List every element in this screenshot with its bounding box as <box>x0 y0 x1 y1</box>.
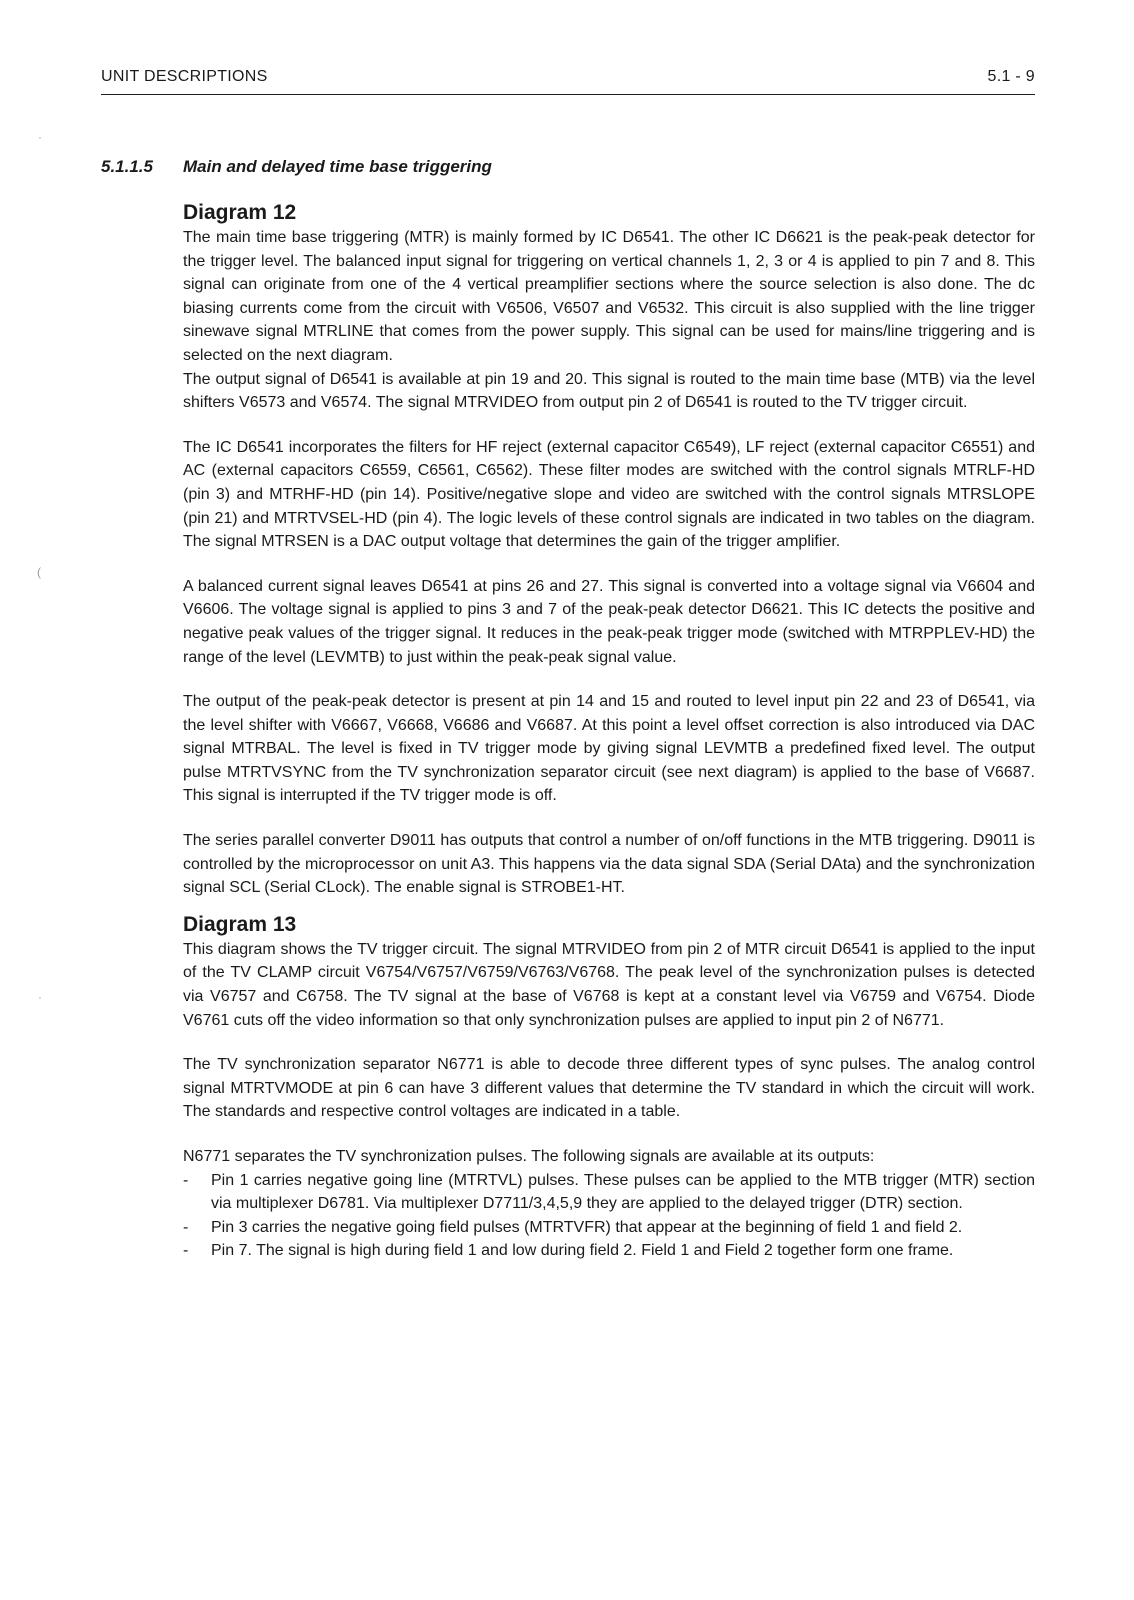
paragraph: The IC D6541 incorporates the filters for HF reject (external capacitor C6549), LF reject (external capacitor C6551) and AC (external capacitors C6559, C6561, C6562). These filter modes are switched with the control signals MTRLF-HD (pin 3) and MTRHF-HD (pin 14). Positive/negative slope and video are switched with the control signals MTRSLOPE (pin 21) and MTRTVSEL-HD (pin 4). The logic levels of these control signals are indicated in two tables on the diagram. The signal MTRSEN is a DAC output voltage that determines the gain of the trigger amplifier. <box>183 438 1035 551</box>
list-bullet: - <box>183 1218 189 1236</box>
header-page-number: 5.1 - 9 <box>987 68 1035 85</box>
list-item-text: Pin 1 carries negative going line (MTRTVL) pulses. These pulses can be applied to the MTB trigger (MTR) section via multiplexer D6781. Via multiplexer D7711/3,4,5,9 they are applied to the delayed trigger (DTR) section. <box>211 1171 1035 1213</box>
output-signal-list <box>183 1169 1035 1263</box>
scan-speck: ( <box>37 565 41 579</box>
list-item <box>183 1239 1035 1263</box>
section-number: 5.1.1.5 <box>101 157 153 176</box>
paragraph: The TV synchronization separator N6771 is able to decode three different types of sync pulses. The analog control signal MTRTVMODE at pin 6 can have 3 different values that determine the TV standard in which the circuit will work. The standards and respective control voltages are indicated in a table. <box>183 1056 1035 1121</box>
paragraph: N6771 separates the TV synchronization pulses. The following signals are available at its outputs: <box>183 1148 875 1165</box>
list-item <box>183 1169 1035 1216</box>
diagram-12-heading: Diagram 12 <box>183 201 297 224</box>
paragraph: This diagram shows the TV trigger circuit. The signal MTRVIDEO from pin 2 of MTR circuit D6541 is applied to the input of the TV CLAMP circuit V6754/V6757/V6759/V6763/V6768. The peak level of the synchronization pulses is detected via V6757 and C6758. The TV signal at the base of V6768 is kept at a constant level via V6759 and V6754. Diode V6761 cuts off the video information so that only synchronization pulses are applied to input pin 2 of N6771. <box>183 940 1035 1029</box>
list-item-text: Pin 3 carries the negative going field pulses (MTRTVFR) that appear at the beginning of field 1 and field 2. <box>211 1218 963 1236</box>
list-item <box>183 1216 1035 1240</box>
scan-speck: · <box>38 130 42 144</box>
page-header <box>101 68 1035 95</box>
paragraph: A balanced current signal leaves D6541 at pins 26 and 27. This signal is converted into a voltage signal via V6604 and V6606. The voltage signal is applied to pins 3 and 7 of the peak-peak detector D6621. This IC detects the positive and negative peak values of the trigger signal. It reduces in the peak-peak trigger mode (switched with MTRPPLEV-HD) the range of the level (LEVMTB) to just within the peak-peak signal value. <box>183 577 1035 666</box>
list-bullet: - <box>183 1242 189 1260</box>
scan-speck: · <box>38 990 42 1004</box>
section-heading <box>101 157 492 177</box>
header-chapter-title: UNIT DESCRIPTIONS <box>101 68 268 85</box>
list-item-text: Pin 7. The signal is high during field 1 and low during field 2. Field 1 and Field 2 together form one frame. <box>211 1242 954 1260</box>
paragraph: The output of the peak-peak detector is present at pin 14 and 15 and routed to level input pin 22 and 23 of D6541, via the level shifter with V6667, V6668, V6686 and V6687. At this point a level offset correction is also introduced via DAC signal MTRBAL. The level is fixed in TV trigger mode by giving signal LEVMTB a predefined fixed level. The output pulse MTRTVSYNC from the TV synchronization separator circuit (see next diagram) is applied to the base of V6687. This signal is interrupted if the TV trigger mode is off. <box>183 693 1035 805</box>
main-content <box>183 200 1035 1263</box>
diagram-13-heading: Diagram 13 <box>183 912 297 936</box>
section-title: Main and delayed time base triggering <box>183 157 492 176</box>
paragraph: The series parallel converter D9011 has outputs that control a number of on/off functions in the MTB triggering. D9011 is controlled by the microprocessor on unit A3. This happens via the data signal SDA (Serial DAta) and the synchronization signal SCL (Serial CLock). The enable signal is STROBE1-HT. <box>183 832 1035 897</box>
paragraph: The main time base triggering (MTR) is mainly formed by IC D6541. The other IC D6621 is the peak-peak detector for the trigger level. The balanced input signal for triggering on vertical channels 1, 2, 3 or 4 is applied to pin 7 and 8. This signal can originate from one of the 4 vertical preamplifier sections where the source selection is also done. The dc biasing currents come from the circuit with V6506, V6507 and V6532. This circuit is also supplied with the line trigger sinewave signal MTRLINE that comes from the power supply. This signal can be used for mains/line triggering and is selected on the next diagram. <box>183 229 1035 364</box>
list-bullet: - <box>183 1171 189 1189</box>
paragraph: The output signal of D6541 is available at pin 19 and 20. This signal is routed to the main time base (MTB) via the level shifters V6573 and V6574. The signal MTRVIDEO from output pin 2 of D6541 is routed to the TV trigger circuit. <box>183 370 1035 412</box>
